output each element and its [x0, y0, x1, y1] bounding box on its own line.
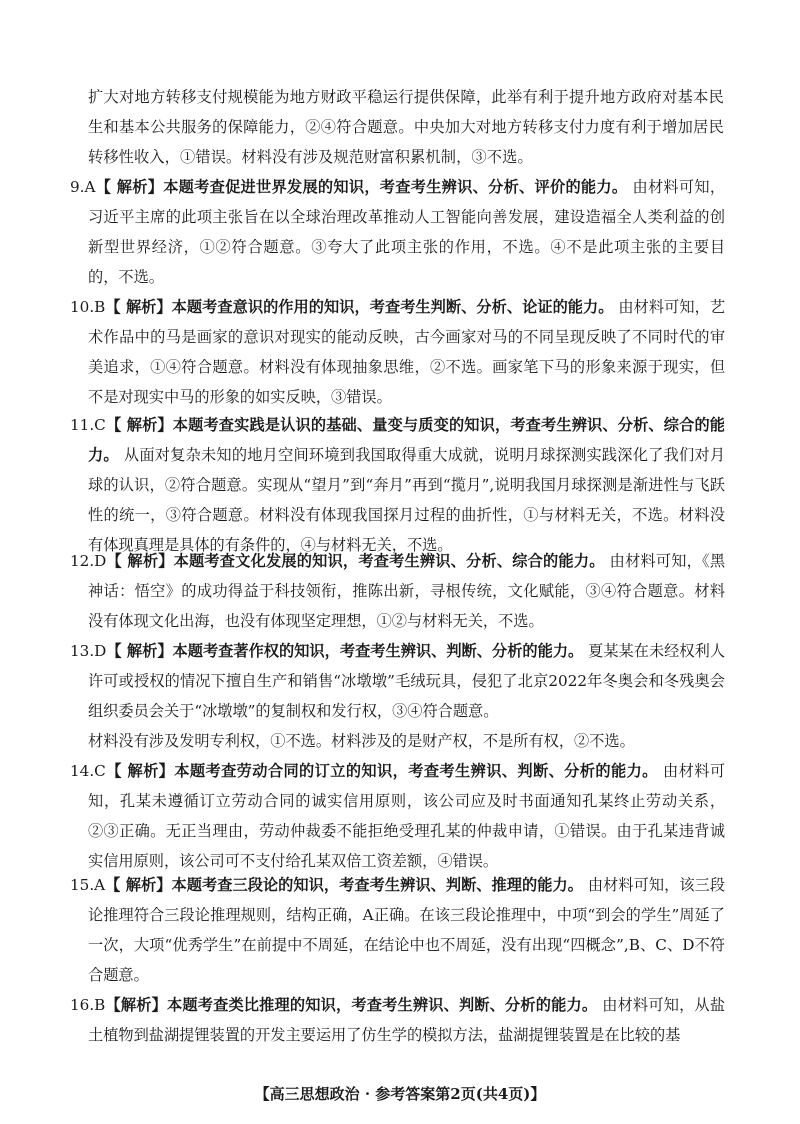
item-text: 从面对复杂未知的地月空间环境到我国取得重大成就，说明月球探测实践深化了我们对月球的认识，②符合题意。实现从“望月”到“奔月”再到“揽月”,说明我国月球探测是渐进性与飞跃性的统一，③符合题意。材料没有体现我国探月过程的曲折性，①与材料无关，不选。材料没有体现真理是具体的有条件的，④与材料无关，不选。	[88, 446, 726, 554]
item-text: 由材料可知，孔某未遵循订立劳动合同的诚实信用原则，该公司应及时书面通知孔某终止劳动关系，②③正确。无正当理由，劳动仲裁委不能拒绝受理孔某的仲裁申请，①错误。由于孔某违背诚实信用原则，该公司可不支付给孔某双倍工资差额，④错误。	[88, 762, 726, 870]
item-number: 13.D	[70, 642, 107, 660]
item-number: 12.D	[70, 552, 107, 570]
item-number: 10.B	[70, 298, 106, 316]
item-text: 由材料可知，从盐土植物到盐湖提锂装置的开发主要运用了仿生学的模拟方法，盐湖提锂装置是在比较的基	[88, 996, 726, 1044]
answer-item-10	[70, 292, 725, 412]
answer-item-13	[70, 636, 725, 756]
item-text: 由材料可知，该三段论推理符合三段论推理规则，结构正确，A正确。在该三段论推理中，中项“到会的学生”周延了一次，大项“优秀学生”在前提中不周延，在结论中也不周延，没有出现“四概念”,B、C、D不符合题意。	[88, 876, 726, 984]
item-text: 由材料可知，习近平主席的此项主张旨在以全球治理改革推动人工智能向善发展，建设造福全人类利益的创新型世界经济，①②符合题意。③夸大了此项主张的作用，不选。④不是此项主张的主要目的，不选。	[88, 178, 726, 286]
item-heading: 【 解析】本题考查三段论的知识，考查考生辨识、判断、推理的能力。	[105, 876, 583, 894]
item-text: 由材料可知，《黑神话：悟空》的成功得益于科技领衔，推陈出新，寻根传统，文化赋能，③④符合题意。材料没有体现文化出海，也没有体现坚定理想，①②与材料无关，不选。	[88, 552, 726, 630]
item-text: 由材料可知，艺术作品中的马是画家的意识对现实的能动反映，古今画家对马的不同呈现反映了不同时代的审美追求，①④符合题意。材料没有体现抽象思维，②不选。画家笔下马的形象来源于现实，但不是对现实中马的形象的如实反映，③错误。	[88, 298, 726, 406]
intro-paragraph: 扩大对地方转移支付规模能为地方财政平稳运行提供保障，此举有利于提升地方政府对基本民生和基本公共服务的保障能力，②④符合题意。中央加大对地方转移支付力度有利于增加居民转移性收入，①错误。材料没有涉及规范财富积累机制，③不选。	[88, 88, 724, 166]
item-heading: 【 解析】本题考查实践是认识的基础、量变与质变的知识，考查考生辨识、分析、综合的能力。	[88, 416, 725, 464]
item-extra-text: 材料没有涉及发明专利权，①不选。材料涉及的是财产权，不是所有权，②不选。	[88, 732, 635, 750]
item-heading: 【 解析】本题考查促进世界发展的知识，考查考生辨识、分析、评价的能力。	[95, 178, 628, 196]
item-text: 夏某某在未经权利人许可或授权的情况下擅自生产和销售“冰墩墩”毛绒玩具，侵犯了北京2022年冬奥会和冬残奥会组织委员会关于“冰墩墩”的复制权和发行权，③④符合题意。	[88, 642, 726, 720]
item-number: 15.A	[70, 876, 106, 894]
item-heading: 【 解析】本题考查著作权的知识，考查考生辨识、判断、分析的能力。	[106, 642, 584, 660]
answer-item-9	[70, 172, 725, 292]
item-heading: 【 解析】本题考查意识的作用的知识，考查考生判断、分析、论证的能力。	[105, 298, 614, 316]
item-heading: 【 解析】本题考查文化发展的知识，考查考生辨识、分析、综合的能力。	[106, 552, 605, 570]
item-heading: 【 解析】本题考查劳动合同的订立的知识，考查考生辨识、判断、分析的能力。	[105, 762, 658, 780]
page-footer: 【高三思想政治 · 参考答案第2页(共4页)】	[254, 1085, 546, 1103]
item-number: 14.C	[70, 762, 106, 780]
answer-item-14	[70, 756, 725, 876]
item-number: 11.C	[70, 416, 106, 434]
item-heading: 【解析】本题考查类比推理的知识，考查考生辨识、判断、分析的能力。	[105, 996, 598, 1014]
item-number: 9.A	[70, 178, 96, 196]
item-number: 16.B	[70, 996, 106, 1014]
answer-item-11	[70, 410, 725, 560]
answer-item-16	[70, 990, 725, 1050]
answer-item-12	[70, 546, 725, 636]
answer-item-15	[70, 870, 725, 990]
